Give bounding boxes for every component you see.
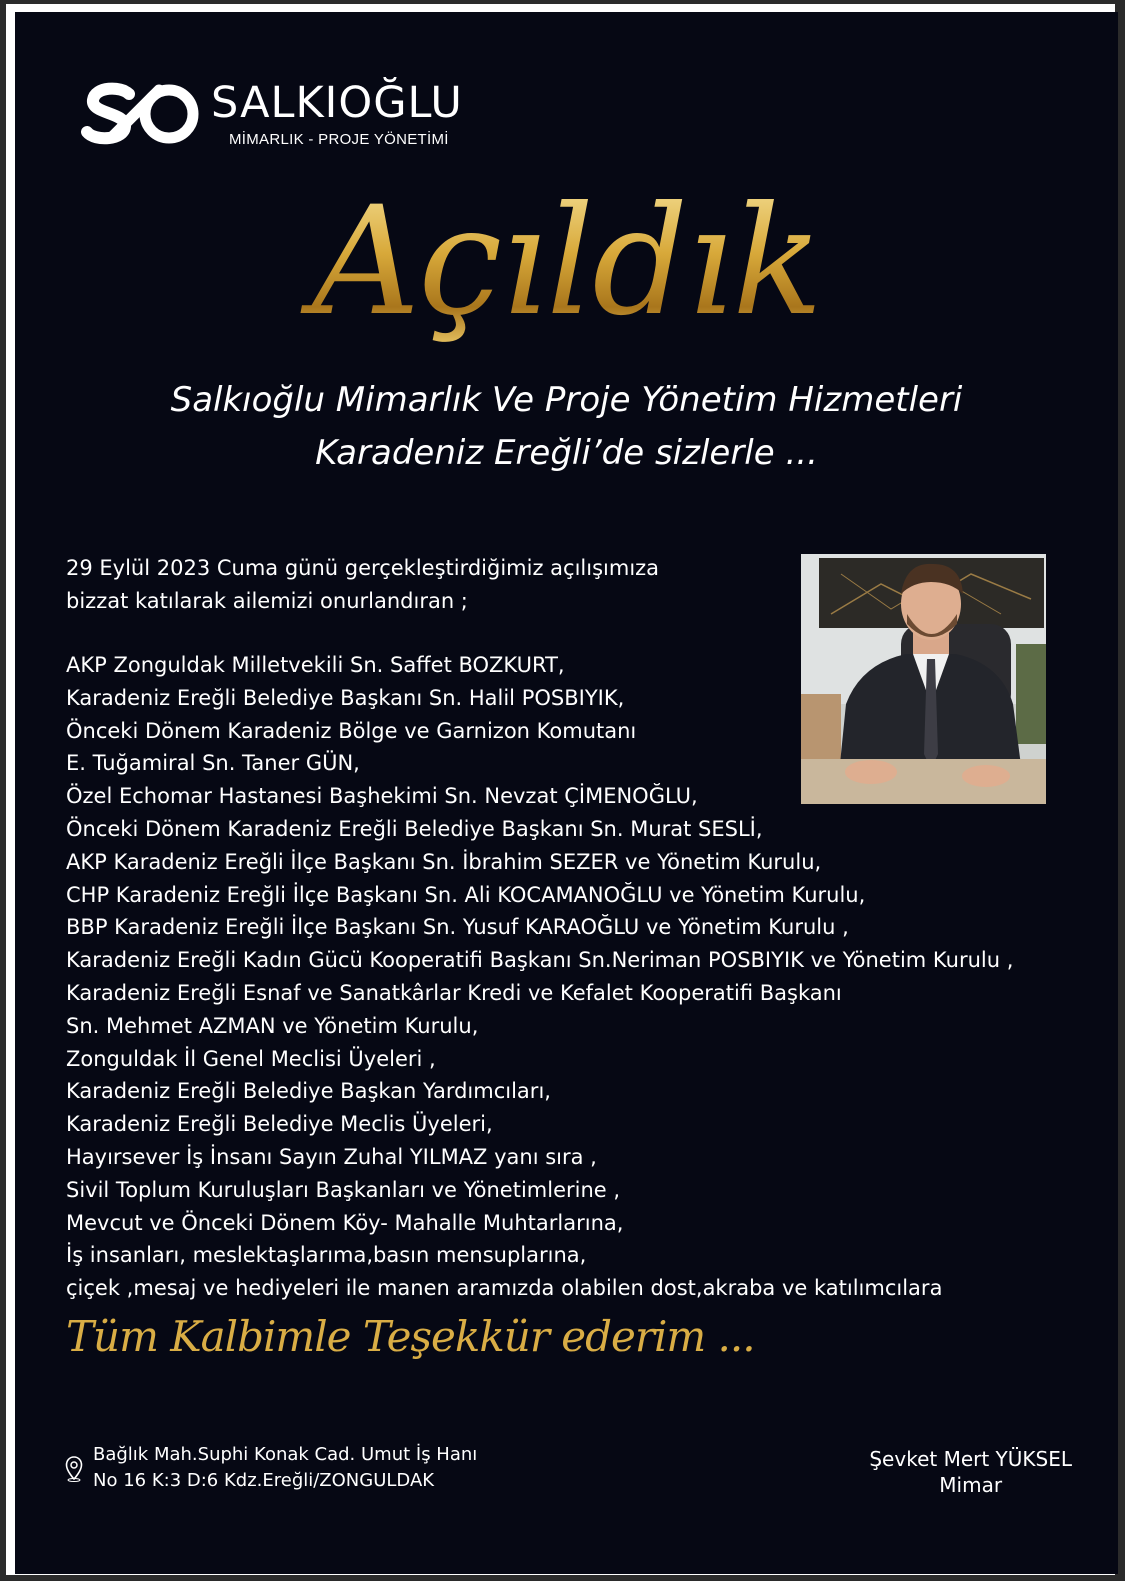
signature-title: Mimar bbox=[939, 1473, 1003, 1497]
list-item: Karadeniz Ereğli Belediye Meclis Üyeleri, bbox=[66, 1112, 493, 1137]
list-item: E. Tuğamiral Sn. Taner GÜN, bbox=[66, 751, 360, 776]
list-item: Karadeniz Ereğli Esnaf ve Sanatkârlar Kredi ve Kefalet Kooperatifi Başkanı bbox=[66, 980, 842, 1005]
list-item: çiçek ,mesaj ve hediyeleri ile manen aramızda olabilen dost,akraba ve katılımcılara bbox=[66, 1276, 943, 1301]
list-item: Hayırsever İş İnsanı Sayın Zuhal YILMAZ yanı sıra , bbox=[66, 1144, 597, 1169]
list-item: Karadeniz Ereğli Belediye Başkanı Sn. Halil POSBIYIK, bbox=[66, 685, 625, 710]
headline: Açıldık bbox=[15, 172, 1118, 352]
list-item: İş insanları, meslektaşlarıma,basın mensuplarına, bbox=[66, 1243, 587, 1268]
subheading-line-1: Salkıoğlu Mimarlık Ve Proje Yönetim Hizmetleri bbox=[170, 380, 963, 420]
signature-block bbox=[869, 1446, 1072, 1498]
intro-line-1: 29 Eylül 2023 Cuma günü gerçekleştirdiğimiz açılışımıza bbox=[66, 556, 660, 580]
list-item: AKP Karadeniz Ereğli İlçe Başkanı Sn. İbrahim SEZER ve Yönetim Kurulu, bbox=[66, 849, 822, 874]
list-item: Önceki Dönem Karadeniz Ereğli Belediye Başkanı Sn. Murat SESLİ, bbox=[66, 816, 763, 841]
address-line-1: Bağlık Mah.Suphi Konak Cad. Umut İş Hanı bbox=[93, 1444, 478, 1465]
list-item: Özel Echomar Hastanesi Başhekimi Sn. Nevzat ÇİMENOĞLU, bbox=[66, 784, 698, 809]
brand-name: SALKIOĞLU bbox=[211, 78, 463, 128]
list-item: BBP Karadeniz Ereğli İlçe Başkanı Sn. Yusuf KARAOĞLU ve Yönetim Kurulu , bbox=[66, 915, 849, 940]
list-item: Karadeniz Ereğli Belediye Başkan Yardımcıları, bbox=[66, 1079, 551, 1104]
list-item: Zonguldak İl Genel Meclisi Üyeleri , bbox=[66, 1046, 436, 1071]
closing-thanks: Tüm Kalbimle Teşekkür ederim ... bbox=[66, 1312, 755, 1361]
list-item: AKP Zonguldak Milletvekili Sn. Saffet BOZKURT, bbox=[66, 653, 565, 677]
list-item: Önceki Dönem Karadeniz Bölge ve Garnizon Komutanı bbox=[66, 718, 637, 743]
list-item: CHP Karadeniz Ereğli İlçe Başkanı Sn. Ali KOCAMANOĞLU ve Yönetim Kurulu, bbox=[66, 882, 866, 907]
brand-subtitle: MİMARLIK - PROJE YÖNETİMİ bbox=[229, 131, 449, 148]
address-block bbox=[65, 1442, 477, 1494]
poster bbox=[15, 12, 1118, 1574]
list-item: Sn. Mehmet AZMAN ve Yönetim Kurulu, bbox=[66, 1013, 479, 1038]
so-monogram-icon bbox=[81, 80, 199, 148]
signature-name: Şevket Mert YÜKSEL bbox=[869, 1447, 1072, 1471]
thanks-list bbox=[66, 649, 1013, 1305]
list-item: Sivil Toplum Kuruluşları Başkanları ve Yönetimlerine , bbox=[66, 1177, 621, 1202]
subheading-line-2: Karadeniz Ereğli’de sizlerle ... bbox=[315, 433, 818, 473]
list-item: Karadeniz Ereğli Kadın Gücü Kooperatifi Başkanı Sn.Neriman POSBIYIK ve Yönetim Kurulu , bbox=[66, 948, 1014, 973]
location-pin-icon bbox=[65, 1456, 83, 1482]
list-item: Mevcut ve Önceki Dönem Köy- Mahalle Muhtarlarına, bbox=[66, 1210, 624, 1235]
intro-text bbox=[66, 552, 659, 618]
poster-frame bbox=[6, 4, 1115, 1575]
address-line-2: No 16 K:3 D:6 Kdz.Ereğli/ZONGULDAK bbox=[93, 1470, 435, 1491]
intro-line-2: bizzat katılarak ailemizi onurlandıran ; bbox=[66, 589, 468, 613]
brand-logo bbox=[81, 72, 501, 162]
